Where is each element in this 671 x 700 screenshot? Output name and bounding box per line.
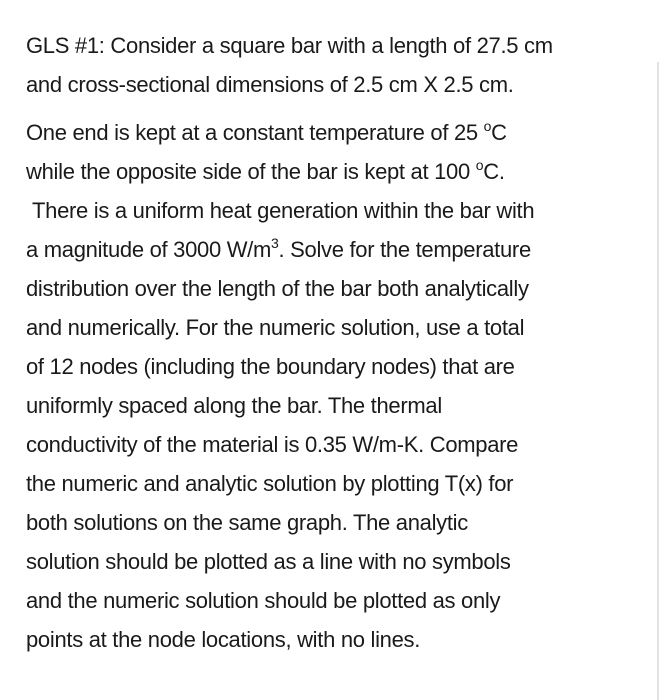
degree-symbol: o — [483, 118, 492, 134]
problem-line-2: and cross-sectional dimensions of 2.5 cm X 2.5 cm. — [26, 72, 514, 97]
problem-line-3-unit: C — [491, 120, 507, 145]
problem-line-12: the numeric and analytic solution by plotting T(x) for — [26, 471, 514, 496]
problem-line-13: both solutions on the same graph. The analytic — [26, 510, 468, 535]
cubed-exponent: 3 — [271, 235, 279, 251]
problem-line-6 — [26, 230, 651, 269]
problem-statement — [26, 26, 651, 659]
problem-line-6-rest: . Solve for the temperature — [278, 237, 531, 262]
problem-line-6-text: a magnitude of 3000 W/m — [26, 237, 272, 262]
problem-line-3-text: One end is kept at a constant temperature of 25 — [26, 120, 484, 145]
problem-line-8: and numerically. For the numeric solution, use a total — [26, 315, 525, 340]
degree-symbol: o — [475, 157, 484, 173]
problem-line-4-text: while the opposite side of the bar is kept at 100 — [26, 159, 476, 184]
problem-line-16: points at the node locations, with no lines. — [26, 627, 421, 652]
problem-line-11: conductivity of the material is 0.35 W/m-K. Compare — [26, 432, 519, 457]
problem-line-4 — [26, 152, 651, 191]
problem-line-14: solution should be plotted as a line with no symbols — [26, 549, 511, 574]
problem-line-3 — [26, 113, 651, 152]
page-edge-divider — [657, 62, 659, 700]
problem-line-10: uniformly spaced along the bar. The thermal — [26, 393, 442, 418]
problem-line-9: of 12 nodes (including the boundary nodes) that are — [26, 354, 515, 379]
problem-line-7: distribution over the length of the bar both analytically — [26, 276, 529, 301]
problem-line-1: GLS #1: Consider a square bar with a length of 27.5 cm — [26, 33, 553, 58]
problem-line-5: There is a uniform heat generation within the bar with — [32, 198, 535, 223]
problem-line-4-unit: C. — [483, 159, 505, 184]
problem-line-15: and the numeric solution should be plotted as only — [26, 588, 501, 613]
